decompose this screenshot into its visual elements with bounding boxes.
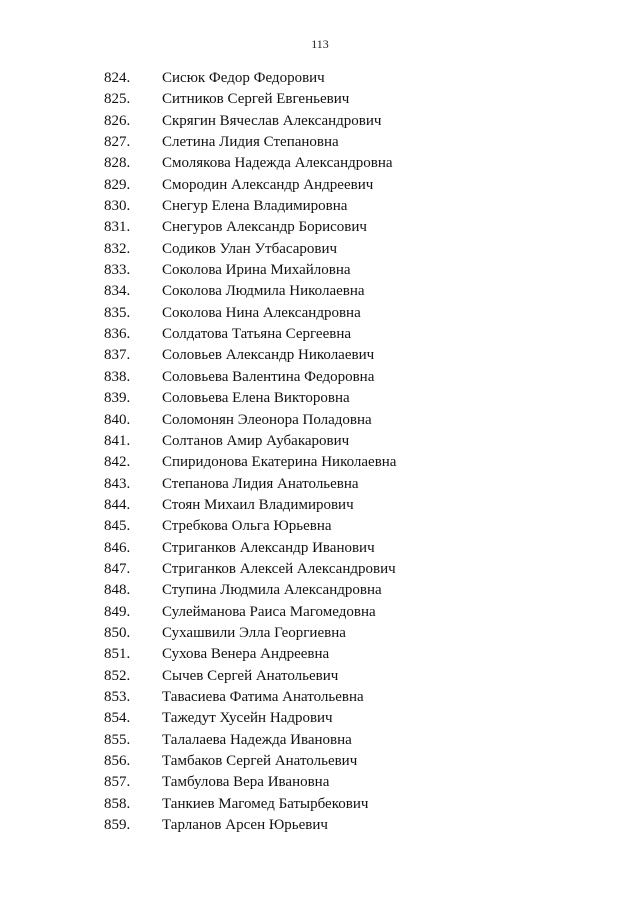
entry-name: Тамбаков Сергей Анатольевич	[162, 753, 358, 769]
list-item	[0, 559, 640, 580]
list-item	[0, 495, 640, 516]
list-item	[0, 345, 640, 366]
entry-name: Солдатова Татьяна Сергеевна	[162, 326, 352, 343]
list-item	[0, 452, 640, 473]
list-item	[0, 281, 640, 302]
entry-name: Тамбулова Вера Ивановна	[162, 774, 330, 791]
list-item	[0, 260, 640, 281]
page-number: 113	[311, 37, 329, 51]
list-item	[0, 644, 640, 665]
list-item	[0, 388, 640, 409]
list-item	[0, 666, 640, 687]
entry-number: 857.	[104, 774, 131, 791]
entry-number: 847.	[104, 560, 131, 577]
list-item	[0, 687, 640, 708]
entry-name: Снегур Елена Владимировна	[162, 198, 348, 215]
entry-number: 849.	[104, 603, 131, 620]
entry-name: Стоян Михаил Владимирович	[162, 496, 354, 513]
entry-name: Тавасиева Фатима Анатольевна	[162, 688, 364, 705]
entry-number: 851.	[104, 646, 131, 663]
list-item	[0, 196, 640, 217]
name-list	[0, 68, 640, 836]
entry-name: Скрягин Вячеслав Александрович	[162, 112, 382, 129]
list-item	[0, 68, 640, 89]
entry-number: 846.	[104, 539, 131, 556]
entry-number: 858.	[104, 795, 131, 812]
entry-number: 850.	[104, 624, 131, 641]
list-item	[0, 623, 640, 644]
entry-number: 855.	[104, 731, 131, 748]
entry-name: Соколова Ирина Михайловна	[162, 262, 351, 279]
entry-number: 830.	[104, 198, 131, 215]
entry-name: Ситников Сергей Евгеньевич	[162, 91, 350, 108]
list-item	[0, 772, 640, 793]
list-item	[0, 175, 640, 196]
list-item	[0, 431, 640, 452]
entry-number: 844.	[104, 496, 131, 513]
entry-name: Снегуров Александр Борисович	[162, 219, 367, 236]
entry-number: 842.	[104, 454, 131, 471]
entry-number: 841.	[104, 432, 131, 449]
entry-name: Сисюк Федор Федорович	[162, 70, 325, 86]
list-item	[0, 217, 640, 238]
entry-number: 837.	[104, 347, 131, 364]
entry-name: Содиков Улан Утбасарович	[162, 240, 338, 257]
entry-number: 831.	[104, 219, 131, 236]
entry-number: 833.	[104, 262, 131, 279]
list-item	[0, 239, 640, 260]
entry-name: Степанова Лидия Анатольевна	[162, 475, 359, 492]
list-item	[0, 153, 640, 174]
list-item	[0, 538, 640, 559]
entry-number: 824.	[104, 70, 131, 86]
entry-name: Сычев Сергей Анатольевич	[162, 667, 339, 684]
entry-name: Талалаева Надежда Ивановна	[162, 731, 352, 748]
entry-number: 832.	[104, 240, 131, 257]
list-item	[0, 815, 640, 836]
entry-name: Соколова Нина Александровна	[162, 304, 361, 321]
entry-name: Сулейманова Раиса Магомедовна	[162, 603, 376, 620]
entry-name: Стребкова Ольга Юрьевна	[162, 518, 332, 535]
entry-name: Соломонян Элеонора Поладовна	[162, 411, 372, 428]
entry-number: 835.	[104, 304, 131, 321]
entry-name: Стриганков Алексей Александрович	[162, 560, 396, 577]
entry-name: Сухашвили Элла Георгиевна	[162, 624, 346, 641]
list-item	[0, 303, 640, 324]
list-item	[0, 324, 640, 345]
entry-name: Соловьев Александр Николаевич	[162, 347, 375, 364]
entry-number: 840.	[104, 411, 131, 428]
entry-number: 843.	[104, 475, 131, 492]
entry-name: Сухова Венера Андреевна	[162, 646, 330, 663]
list-item	[0, 111, 640, 132]
list-item	[0, 580, 640, 601]
entry-name: Спиридонова Екатерина Николаевна	[162, 454, 397, 471]
entry-name: Слетина Лидия Степановна	[162, 134, 339, 151]
list-item	[0, 751, 640, 772]
entry-number: 828.	[104, 155, 131, 172]
entry-number: 825.	[104, 91, 131, 108]
entry-name: Соловьева Елена Викторовна	[162, 390, 350, 407]
list-item	[0, 89, 640, 110]
entry-name: Солтанов Амир Аубакарович	[162, 432, 350, 449]
entry-number: 856.	[104, 753, 131, 769]
entry-name: Тарланов Арсен Юрьевич	[162, 817, 328, 834]
entry-number: 839.	[104, 390, 131, 407]
list-item	[0, 474, 640, 495]
entry-number: 845.	[104, 518, 131, 535]
entry-name: Танкиев Магомед Батырбекович	[162, 795, 369, 812]
entry-number: 826.	[104, 112, 131, 129]
entry-number: 859.	[104, 817, 131, 834]
entry-number: 852.	[104, 667, 131, 684]
list-item	[0, 602, 640, 623]
entry-name: Соколова Людмила Николаевна	[162, 283, 365, 300]
list-item	[0, 730, 640, 751]
list-item	[0, 794, 640, 815]
list-item	[0, 410, 640, 431]
entry-number: 838.	[104, 368, 131, 385]
entry-name: Смородин Александр Андреевич	[162, 176, 374, 193]
list-item	[0, 516, 640, 537]
entry-name: Стриганков Александр Иванович	[162, 539, 375, 556]
entry-name: Соловьева Валентина Федоровна	[162, 368, 375, 385]
entry-number: 848.	[104, 582, 131, 599]
list-item	[0, 708, 640, 729]
entry-number: 854.	[104, 710, 131, 727]
entry-number: 853.	[104, 688, 131, 705]
entry-name: Смолякова Надежда Александровна	[162, 155, 393, 172]
entry-number: 827.	[104, 134, 131, 151]
entry-name: Ступина Людмила Александровна	[162, 582, 382, 599]
list-item	[0, 132, 640, 153]
entry-number: 834.	[104, 283, 131, 300]
entry-name: Тажедут Хусейн Надрович	[162, 710, 333, 727]
entry-number: 836.	[104, 326, 131, 343]
list-item	[0, 367, 640, 388]
entry-number: 829.	[104, 176, 131, 193]
